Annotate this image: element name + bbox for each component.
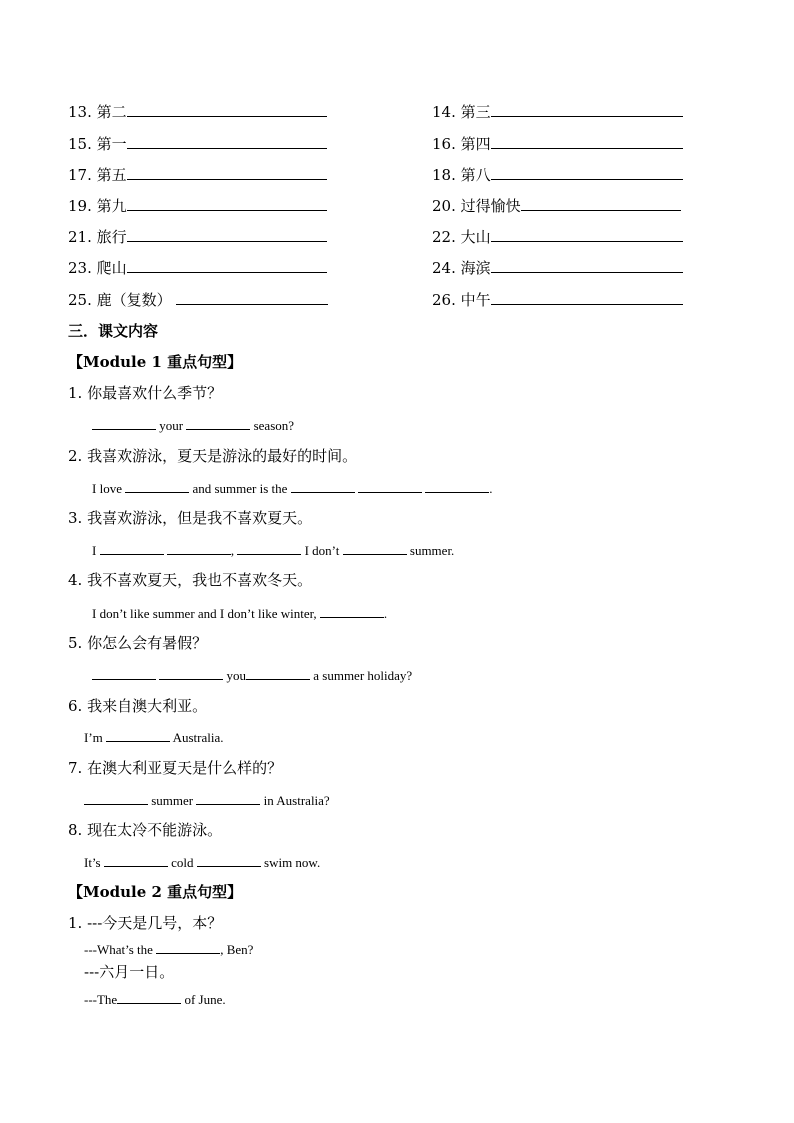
question-cn: 8. 现在太冷不能游泳。 <box>68 821 223 839</box>
question-cn: 1. ---今天是几号，本？ <box>68 914 223 932</box>
answer-blank[interactable] <box>491 228 683 242</box>
answer-blank[interactable] <box>92 666 156 680</box>
answer-line: ---The of June. <box>84 992 226 1007</box>
answer-line: It’s cold swim now. <box>84 855 321 870</box>
answer-line: I’m Australia. <box>84 730 224 745</box>
answer-blank[interactable] <box>491 166 683 180</box>
vocab-item: 21. 旅行 <box>68 228 327 246</box>
answer-line: I , I don’t summer. <box>92 543 455 558</box>
vocab-item: 13. 第二 <box>68 103 327 121</box>
vocab-item: 18. 第八 <box>432 166 683 184</box>
answer-blank[interactable] <box>100 541 164 555</box>
answer-blank[interactable] <box>84 791 148 805</box>
question-cn: 6. 我来自澳大利亚。 <box>68 697 208 715</box>
answer-blank[interactable] <box>425 479 489 493</box>
question-cn: 3. 我喜欢游泳，但是我不喜欢夏天。 <box>68 509 313 527</box>
question-cn: 7. 在澳大利亚夏天是什么样的？ <box>68 759 283 777</box>
answer-blank[interactable] <box>197 853 261 867</box>
answer-line: summer in Australia? <box>84 791 330 810</box>
question-cn: 1. 你最喜欢什么季节？ <box>68 384 223 402</box>
answer-blank[interactable] <box>521 197 681 211</box>
answer-cn: ---六月一日。 <box>84 963 175 981</box>
answer-line: your season? <box>92 416 294 435</box>
vocab-item: 24. 海滨 <box>432 259 683 277</box>
answer-blank[interactable] <box>106 728 170 742</box>
answer-blank[interactable] <box>92 416 156 430</box>
answer-blank[interactable] <box>343 541 407 555</box>
section-title: 三．课文内容 <box>68 322 159 340</box>
answer-blank[interactable] <box>186 416 250 430</box>
answer-line: you a summer holiday? <box>92 666 412 685</box>
vocab-item: 16. 第四 <box>432 135 683 153</box>
vocab-item: 23. 爬山 <box>68 259 327 277</box>
module-header: 【Module 1 重点句型】 <box>68 353 243 371</box>
answer-blank[interactable] <box>491 259 683 273</box>
answer-line: I love and summer is the . <box>92 481 493 496</box>
answer-blank[interactable] <box>127 228 327 242</box>
answer-blank[interactable] <box>156 940 220 954</box>
answer-line: ---What’s the , Ben? <box>84 942 254 957</box>
answer-blank[interactable] <box>159 666 223 680</box>
module-header: 【Module 2 重点句型】 <box>68 883 243 901</box>
answer-blank[interactable] <box>127 197 327 211</box>
answer-blank[interactable] <box>291 479 355 493</box>
answer-blank[interactable] <box>127 103 327 117</box>
answer-blank[interactable] <box>491 291 683 305</box>
answer-blank[interactable] <box>196 791 260 805</box>
answer-blank[interactable] <box>358 479 422 493</box>
answer-blank[interactable] <box>491 103 683 117</box>
answer-blank[interactable] <box>127 166 327 180</box>
vocab-item: 15. 第一 <box>68 135 327 153</box>
answer-blank[interactable] <box>117 990 181 1004</box>
answer-line: I don’t like summer and I don’t like winter, . <box>92 606 388 621</box>
answer-blank[interactable] <box>125 479 189 493</box>
answer-blank[interactable] <box>104 853 168 867</box>
question-cn: 4. 我不喜欢夏天，我也不喜欢冬天。 <box>68 571 313 589</box>
question-cn: 5. 你怎么会有暑假？ <box>68 634 208 652</box>
answer-blank[interactable] <box>127 259 327 273</box>
answer-blank[interactable] <box>127 135 327 149</box>
vocab-item: 17. 第五 <box>68 166 327 184</box>
vocab-item: 19. 第九 <box>68 197 327 215</box>
vocab-item: 26. 中午 <box>432 291 683 309</box>
question-cn: 2. 我喜欢游泳，夏天是游泳的最好的时间。 <box>68 447 358 465</box>
vocab-item: 25. 鹿（复数） <box>68 291 328 309</box>
vocab-item: 22. 大山 <box>432 228 683 246</box>
answer-blank[interactable] <box>176 291 328 305</box>
answer-blank[interactable] <box>320 604 384 618</box>
answer-blank[interactable] <box>167 541 231 555</box>
answer-blank[interactable] <box>237 541 301 555</box>
answer-blank[interactable] <box>491 135 683 149</box>
vocab-item: 14. 第三 <box>432 103 683 121</box>
vocab-item: 20. 过得愉快 <box>432 197 681 215</box>
answer-blank[interactable] <box>246 666 310 680</box>
